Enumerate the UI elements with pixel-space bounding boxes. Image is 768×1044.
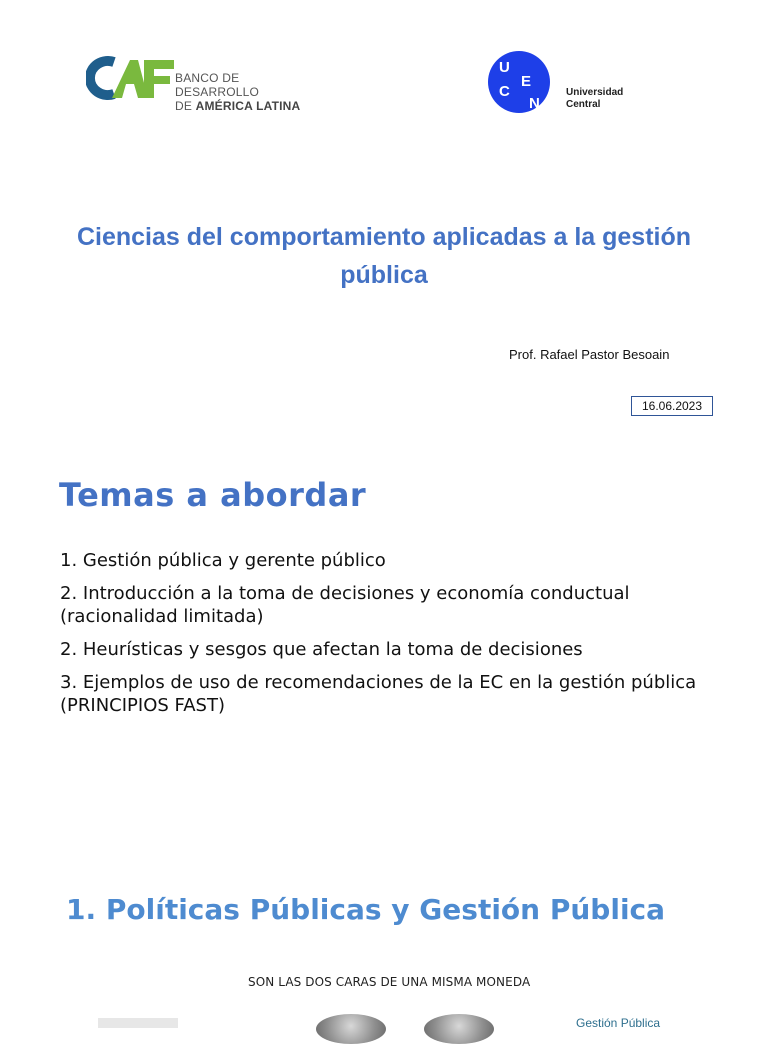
list-item: 2. Heurísticas y sesgos que afectan la toma de decisiones bbox=[60, 639, 583, 660]
coin-image-left bbox=[316, 1014, 386, 1044]
ucen-letter-n: N bbox=[529, 95, 540, 112]
caf-line-2-bold: AMÉRICA LATINA bbox=[195, 99, 301, 113]
ucen-letter-u: U bbox=[499, 59, 510, 76]
caf-logo-mark bbox=[86, 56, 174, 102]
list-item: 2. Introducción a la toma de decisiones y economía conductual (racionalidad limitada) bbox=[60, 583, 630, 627]
date-box: 16.06.2023 bbox=[631, 396, 713, 416]
caf-line-2-prefix: DE bbox=[175, 99, 196, 113]
caf-line-1: BANCO DE DESARROLLO bbox=[175, 71, 260, 99]
partial-label: Gestión Pública bbox=[576, 1016, 661, 1030]
ucen-name-line-1: Universidad bbox=[566, 87, 624, 98]
author-name: Prof. Rafael Pastor Besoain bbox=[509, 347, 670, 362]
list-item: 1. Gestión pública y gerente público bbox=[60, 550, 386, 571]
partial-image bbox=[98, 1018, 178, 1028]
caf-logo-text bbox=[175, 71, 326, 113]
ucen-letter-e: E bbox=[521, 73, 532, 90]
ucen-logo-text bbox=[566, 87, 623, 111]
coin-image-right bbox=[424, 1014, 494, 1044]
ucen-logo bbox=[487, 50, 657, 114]
ucen-letter-c: C bbox=[499, 83, 510, 100]
coin-caption: SON LAS DOS CARAS DE UNA MISMA MONEDA bbox=[248, 975, 531, 989]
list-item: 3. Ejemplos de uso de recomendaciones de la EC en la gestión pública (PRINCIPIOS FAST) bbox=[60, 672, 697, 716]
presentation-title: Ciencias del comportamiento aplicadas a la gestión pública bbox=[76, 223, 692, 289]
topics-heading: Temas a abordar bbox=[59, 476, 367, 514]
section-heading: 1. Políticas Públicas y Gestión Pública bbox=[66, 893, 666, 926]
ucen-logo-mark bbox=[487, 50, 551, 114]
caf-line-2 bbox=[175, 99, 326, 113]
caf-logo bbox=[86, 56, 326, 113]
topics-list bbox=[60, 549, 740, 727]
ucen-name-line-2: Central bbox=[566, 99, 601, 110]
